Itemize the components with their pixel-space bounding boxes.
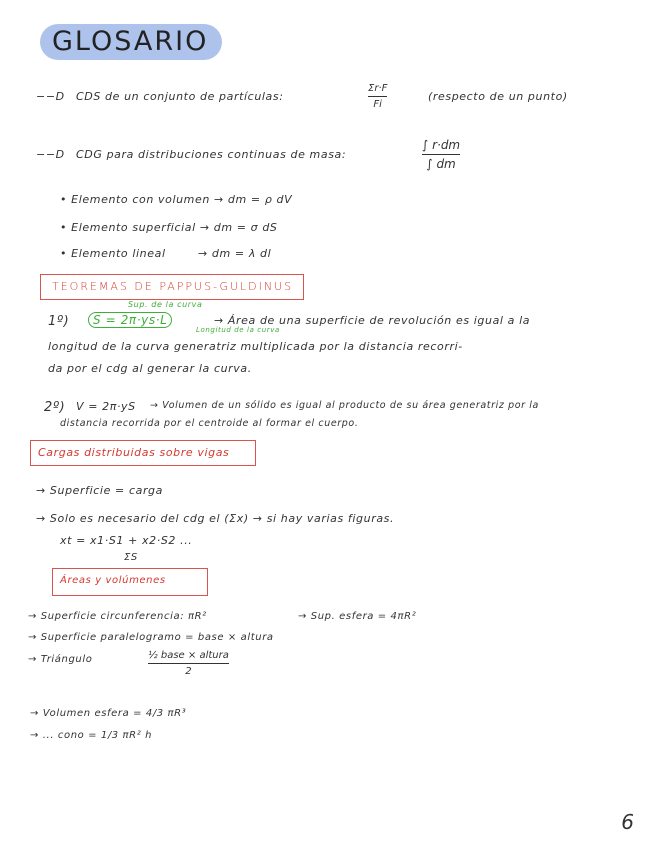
cds-numerator: Σr·F (368, 83, 388, 94)
green-note-top: Sup. de la curva (128, 300, 203, 309)
cdg-numerator: ∫ r·dm (422, 138, 461, 152)
cdg-text: CDG para distribuciones continuas de masa: (76, 148, 347, 161)
cargas-formula-den: ΣS (124, 552, 138, 563)
theorem2-formula: V = 2π·yS (76, 400, 136, 413)
triangle-numerator: ½ base × altura (148, 650, 229, 661)
area-parallelogram: → Superficie paralelogramo = base × altura (28, 632, 274, 643)
triangle-fraction (148, 650, 229, 677)
cargas-line1: → Superficie = carga (36, 484, 163, 497)
cds-fraction (368, 83, 387, 110)
cargas-line2: → Solo es necesario del cdg el (Σx) → si hay varias figuras. (36, 512, 395, 525)
theorem2-text: → Volumen de un sólido es igual al producto de su área generatriz por la (150, 400, 539, 411)
bullet-volume: • Elemento con volumen → dm = ρ dV (60, 193, 293, 206)
volume-sphere: → Volumen esfera = 4/3 πR³ (30, 708, 187, 719)
area-triangle: → Triángulo (28, 654, 93, 665)
page-number: 6 (621, 810, 634, 834)
theorem1-text2: longitud de la curva generatriz multiplicada por la distancia recorri- (48, 340, 463, 353)
theorem2-text2: distancia recorrida por el centroide al formar el cuerpo. (60, 418, 359, 429)
theorem1-text3: da por el cdg al generar la curva. (48, 362, 252, 375)
theorem1-formula: S = 2π·ys·L (88, 312, 172, 328)
area-circle: → Superficie circunferencia: πR² (28, 611, 207, 622)
bullet-linear-formula: → dm = λ dl (198, 247, 272, 260)
triangle-denominator: 2 (185, 666, 192, 677)
cdg-fraction (422, 138, 460, 171)
bullet-surface: • Elemento superficial → dm = σ dS (60, 221, 278, 234)
cds-denominator: Fi (373, 99, 382, 110)
cds-note: (respecto de un punto) (428, 90, 568, 103)
bullet-linear: • Elemento lineal (60, 247, 166, 260)
cds-text: CDS de un conjunto de partículas: (76, 90, 284, 103)
arrow: −−D (36, 90, 65, 103)
cdg-denominator: ∫ dm (426, 157, 456, 171)
page-title: GLOSARIO (52, 26, 209, 57)
areas-heading: Áreas y volúmenes (60, 575, 166, 586)
arrow: −−D (36, 148, 65, 161)
volume-cone: → ... cono = 1/3 πR² h (30, 730, 153, 741)
theorem1-label: 1º) (48, 314, 70, 329)
cargas-heading: Cargas distribuidas sobre vigas (38, 446, 230, 459)
theorem2-label: 2º) (44, 400, 66, 415)
theorem1-text: → Área de una superficie de revolución es igual a la (214, 314, 531, 327)
pappus-heading: TEOREMAS DE PAPPUS-GULDINUS (52, 280, 294, 293)
area-sphere: → Sup. esfera = 4πR² (298, 611, 417, 622)
green-note-bottom: Longitud de la curva (196, 326, 280, 334)
cargas-formula: xt = x1·S1 + x2·S2 ... (60, 534, 193, 547)
